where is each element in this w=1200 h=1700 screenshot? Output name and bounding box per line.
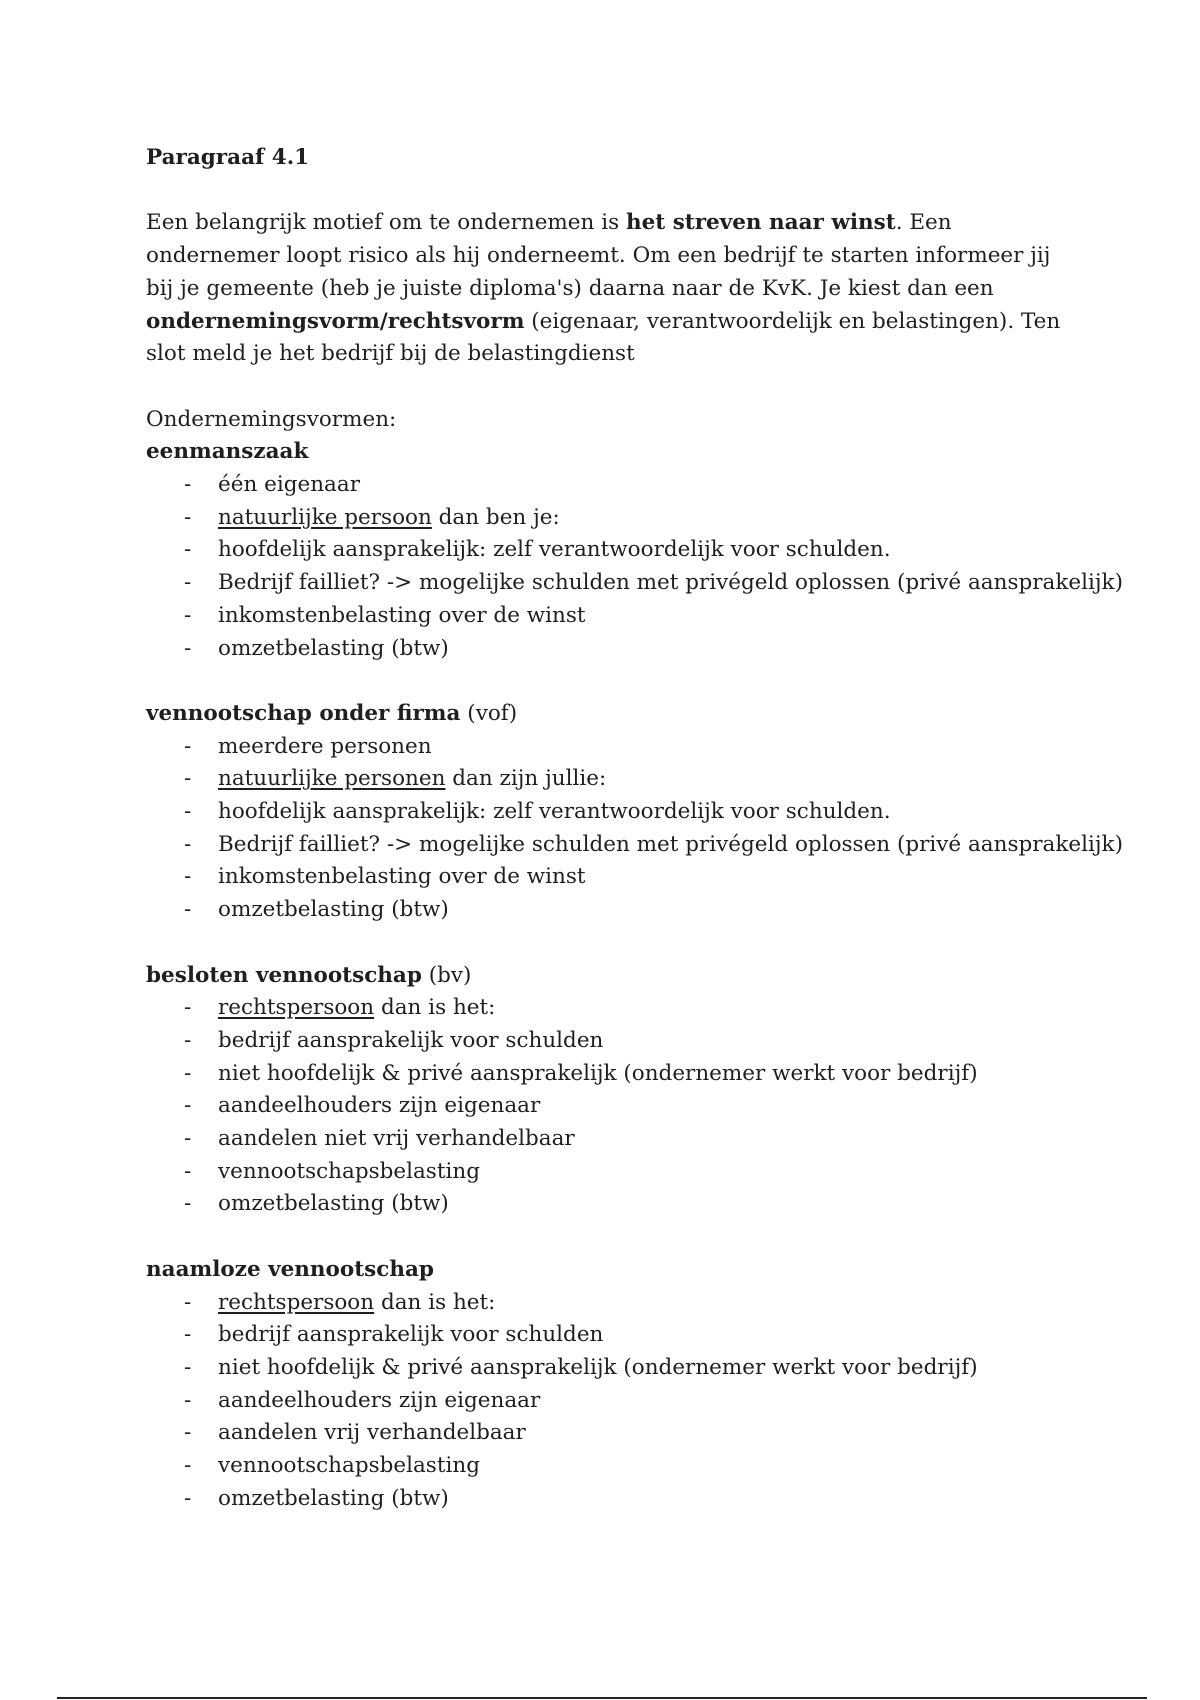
section-title-text: vennootschap onder firma bbox=[146, 700, 461, 726]
intro-text-1: Een belangrijk motief om te ondernemen is bbox=[146, 210, 626, 236]
list-item: - niet hoofdelijk & privé aansprakelijk (ondernemer werkt voor bedrijf) bbox=[146, 1352, 1076, 1385]
list-item: - aandelen niet vrij verhandelbaar bbox=[146, 1123, 1076, 1156]
list-item: - bedrijf aansprakelijk voor schulden bbox=[146, 1319, 1076, 1352]
list-item bbox=[146, 992, 1076, 1025]
list-item: - inkomstenbelasting over de winst bbox=[146, 861, 1076, 894]
underlined-term: rechtspersoon bbox=[218, 1289, 375, 1315]
section-title-text: besloten vennootschap bbox=[146, 962, 422, 988]
section-title-bv bbox=[146, 960, 1076, 993]
intro-text-3: (eigenaar, verantwoordelijk en belastingen). Ten slot meld je het bedrijf bij de belastingdienst bbox=[146, 308, 1061, 367]
list-item: - meerdere personen bbox=[146, 731, 1076, 764]
underlined-term: rechtspersoon bbox=[218, 995, 375, 1021]
section-title-text: eenmanszaak bbox=[146, 439, 309, 465]
eenmanszaak-list bbox=[146, 469, 1123, 665]
forms-label: Ondernemingsvormen: bbox=[146, 406, 397, 432]
list-item: - omzetbelasting (btw) bbox=[146, 1483, 1076, 1516]
section-title-text: naamloze vennootschap bbox=[146, 1256, 434, 1282]
intro-bold-1: het streven naar winst bbox=[625, 210, 896, 236]
list-item: - aandeelhouders zijn eigenaar bbox=[146, 1090, 1076, 1123]
underlined-term: natuurlijke personen bbox=[218, 766, 446, 792]
document-page bbox=[146, 142, 1123, 1515]
list-item: - Bedrijf failliet? -> mogelijke schulden met privégeld oplossen (privé aansprakelijk) bbox=[146, 567, 1076, 600]
vof-list bbox=[146, 731, 1123, 927]
paragraph-heading: Paragraaf 4.1 bbox=[146, 145, 310, 170]
list-item bbox=[146, 502, 1076, 535]
section-title-vof bbox=[146, 698, 1076, 731]
section-title-suffix: (bv) bbox=[421, 962, 472, 988]
page-bottom-rule bbox=[57, 1697, 1147, 1699]
list-item bbox=[146, 1287, 1076, 1320]
list-item: - bedrijf aansprakelijk voor schulden bbox=[146, 1025, 1076, 1058]
list-item: - aandeelhouders zijn eigenaar bbox=[146, 1385, 1076, 1418]
list-item: - omzetbelasting (btw) bbox=[146, 894, 1076, 927]
section-title-nv bbox=[146, 1254, 1076, 1287]
nv-list bbox=[146, 1287, 1076, 1516]
list-item: - vennootschapsbelasting bbox=[146, 1156, 1076, 1189]
list-item-rest: dan is het: bbox=[374, 1289, 496, 1315]
intro-paragraph bbox=[146, 207, 1076, 371]
intro-bold-2: ondernemingsvorm/rechtsvorm bbox=[146, 308, 525, 334]
list-item: - vennootschapsbelasting bbox=[146, 1450, 1076, 1483]
list-item: - niet hoofdelijk & privé aansprakelijk (ondernemer werkt voor bedrijf) bbox=[146, 1058, 1076, 1091]
list-item-rest: dan zijn jullie: bbox=[445, 766, 607, 792]
list-item-rest: dan ben je: bbox=[431, 504, 560, 530]
list-item: - hoofdelijk aansprakelijk: zelf verantwoordelijk voor schulden. bbox=[146, 796, 1076, 829]
list-item: - Bedrijf failliet? -> mogelijke schulden met privégeld oplossen (privé aansprakelijk) bbox=[146, 829, 1076, 862]
underlined-term: natuurlijke persoon bbox=[218, 504, 432, 530]
list-item: - omzetbelasting (btw) bbox=[146, 1188, 1076, 1221]
list-item: - omzetbelasting (btw) bbox=[146, 633, 1076, 666]
bv-list bbox=[146, 992, 1076, 1221]
list-item: - één eigenaar bbox=[146, 469, 1076, 502]
list-item: - aandelen vrij verhandelbaar bbox=[146, 1417, 1076, 1450]
section-title-eenmanszaak bbox=[146, 436, 1076, 469]
intro-text-2: . Een ondernemer loopt risico als hij onderneemt. Om een bedrijf te starten informeer jij bij je gemeente (heb je juiste diploma's) daarna naar de KvK. Je kiest dan een bbox=[146, 210, 1051, 301]
list-item-rest: dan is het: bbox=[374, 995, 496, 1021]
section-title-suffix: (vof) bbox=[460, 700, 518, 726]
list-item bbox=[146, 763, 1076, 796]
list-item: - hoofdelijk aansprakelijk: zelf verantwoordelijk voor schulden. bbox=[146, 534, 1076, 567]
list-item: - inkomstenbelasting over de winst bbox=[146, 600, 1076, 633]
